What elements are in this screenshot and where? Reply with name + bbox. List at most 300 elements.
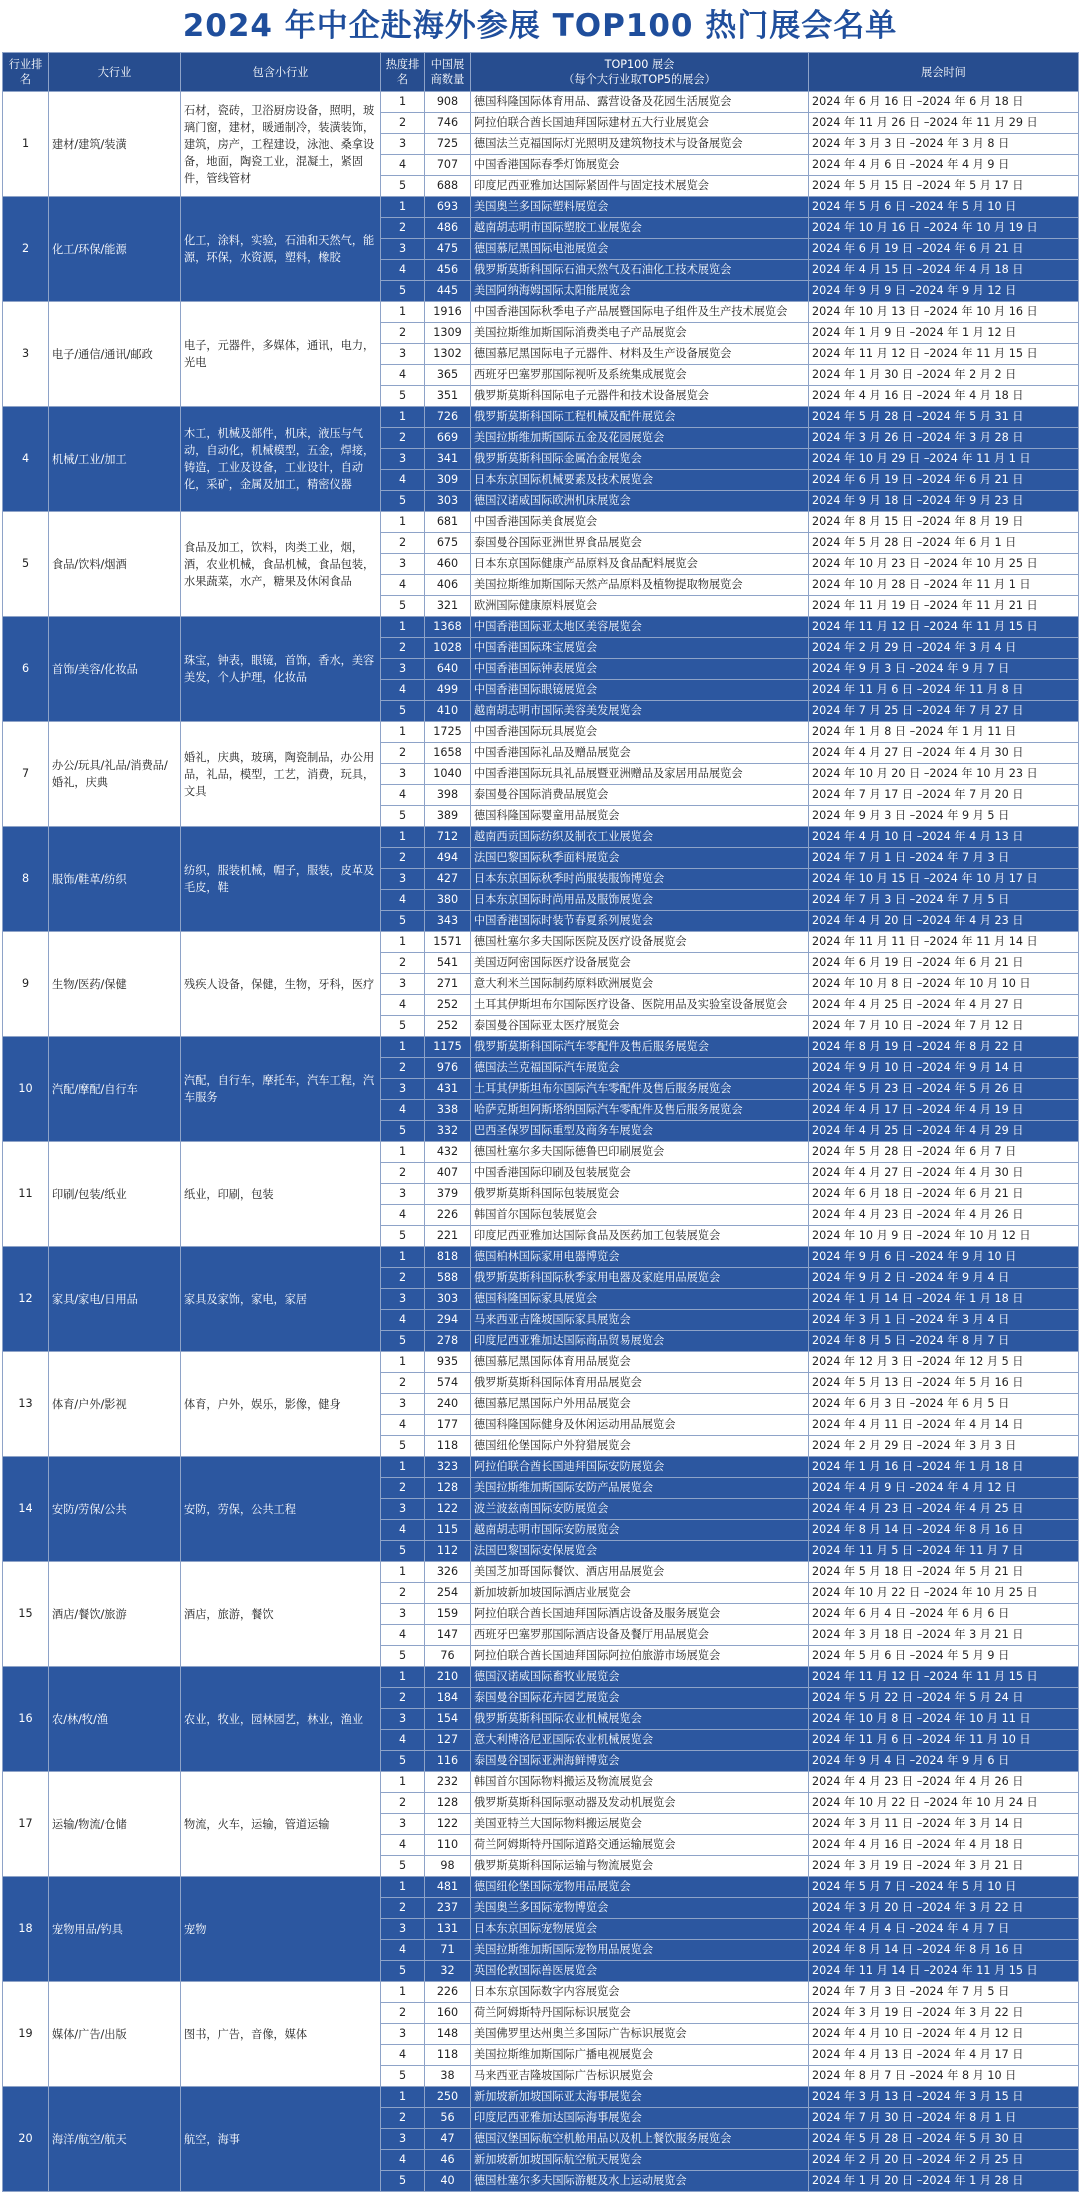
exhibitor-count-cell: 76 (425, 1646, 471, 1667)
heat-rank-cell: 5 (381, 491, 425, 512)
exhibition-date-cell: 2024 年 5 月 7 日 –2024 年 5 月 10 日 (809, 1877, 1079, 1898)
heat-rank-cell: 4 (381, 2150, 425, 2171)
heat-rank-cell: 1 (381, 2087, 425, 2108)
heat-rank-cell: 3 (381, 764, 425, 785)
exhibition-name-cell: 美国拉斯维加斯国际广播电视展览会 (471, 2045, 809, 2066)
table-row (3, 827, 1079, 848)
exhibitor-count-cell: 122 (425, 1814, 471, 1835)
exhibition-date-cell: 2024 年 8 月 7 日 –2024 年 8 月 10 日 (809, 2066, 1079, 2087)
table-row (3, 932, 1079, 953)
exhibition-date-cell: 2024 年 10 月 29 日 –2024 年 11 月 1 日 (809, 449, 1079, 470)
exhibition-date-cell: 2024 年 10 月 22 日 –2024 年 10 月 25 日 (809, 1583, 1079, 1604)
exhibitor-count-cell: 147 (425, 1625, 471, 1646)
exhibitor-count-cell: 351 (425, 386, 471, 407)
heat-rank-cell: 3 (381, 1499, 425, 1520)
sub-industries-cell: 电子，元器件，多媒体，通讯，电力，光电 (181, 302, 381, 407)
heat-rank-cell: 3 (381, 1289, 425, 1310)
industry-cell: 海洋/航空/航天 (49, 2087, 181, 2192)
page-title: 2024 年中企赴海外参展 TOP100 热门展会名单 (182, 8, 898, 44)
heat-rank-cell: 2 (381, 2003, 425, 2024)
heat-rank-cell: 5 (381, 1751, 425, 1772)
exhibitor-count-cell: 127 (425, 1730, 471, 1751)
heat-rank-cell: 4 (381, 1100, 425, 1121)
exhibition-name-cell: 日本东京国际宠物展览会 (471, 1919, 809, 1940)
exhibition-date-cell: 2024 年 4 月 17 日 –2024 年 4 月 19 日 (809, 1100, 1079, 1121)
exhibitor-count-cell: 128 (425, 1793, 471, 1814)
exhibition-name-cell: 中国香港国际眼镜展览会 (471, 680, 809, 701)
header-date: 展会时间 (809, 53, 1079, 92)
exhibition-date-cell: 2024 年 4 月 13 日 –2024 年 4 月 17 日 (809, 2045, 1079, 2066)
industry-rank-cell: 1 (3, 92, 49, 197)
exhibition-name-cell: 德国慕尼黑国际体育用品展览会 (471, 1352, 809, 1373)
exhibitor-count-cell: 398 (425, 785, 471, 806)
exhibitor-count-cell: 115 (425, 1520, 471, 1541)
sub-industries-cell: 婚礼，庆典，玻璃，陶瓷制品，办公用品，礼品，模型，工艺，消费，玩具，文具 (181, 722, 381, 827)
exhibition-date-cell: 2024 年 3 月 3 日 –2024 年 3 月 8 日 (809, 134, 1079, 155)
table-row (3, 1772, 1079, 1793)
exhibition-name-cell: 德国科隆国际体育用品、露营设备及花园生活展览会 (471, 92, 809, 113)
exhibitor-count-cell: 47 (425, 2129, 471, 2150)
exhibition-date-cell: 2024 年 5 月 28 日 –2024 年 6 月 1 日 (809, 533, 1079, 554)
header-sub-industries: 包含小行业 (181, 53, 381, 92)
exhibition-name-cell: 阿拉伯联合酋长国迪拜国际安防展览会 (471, 1457, 809, 1478)
exhibition-date-cell: 2024 年 5 月 28 日 –2024 年 5 月 30 日 (809, 2129, 1079, 2150)
industry-rank-cell: 8 (3, 827, 49, 932)
exhibitor-count-cell: 271 (425, 974, 471, 995)
exhibitor-count-cell: 379 (425, 1184, 471, 1205)
exhibition-name-cell: 美国佛罗里达州奥兰多国际广告标识展览会 (471, 2024, 809, 2045)
table-row (3, 197, 1079, 218)
heat-rank-cell: 4 (381, 1310, 425, 1331)
exhibitor-count-cell: 707 (425, 155, 471, 176)
sub-industries-cell: 残疾人设备，保健，生物，牙科，医疗 (181, 932, 381, 1037)
exhibitor-count-cell: 481 (425, 1877, 471, 1898)
heat-rank-cell: 4 (381, 890, 425, 911)
sub-industries-cell: 化工，涂料，实验，石油和天然气，能源，环保，水资源，塑料，橡胶 (181, 197, 381, 302)
exhibitor-count-cell: 410 (425, 701, 471, 722)
exhibitor-count-cell: 250 (425, 2087, 471, 2108)
exhibitor-count-cell: 154 (425, 1709, 471, 1730)
exhibitor-count-cell: 341 (425, 449, 471, 470)
exhibition-date-cell: 2024 年 7 月 17 日 –2024 年 7 月 20 日 (809, 785, 1079, 806)
header-exhibitor-count: 中国展商数量 (425, 53, 471, 92)
exhibition-name-cell: 马来西亚吉隆坡国际家具展览会 (471, 1310, 809, 1331)
exhibitor-count-cell: 1368 (425, 617, 471, 638)
exhibitor-count-cell: 38 (425, 2066, 471, 2087)
header-top100-line1: TOP100 展会 (604, 58, 675, 71)
exhibition-date-cell: 2024 年 4 月 23 日 –2024 年 4 月 26 日 (809, 1772, 1079, 1793)
exhibitor-count-cell: 406 (425, 575, 471, 596)
sub-industries-cell: 物流，火车，运输，管道运输 (181, 1772, 381, 1877)
exhibition-name-cell: 德国法兰克福国际汽车展览会 (471, 1058, 809, 1079)
exhibition-table (2, 52, 1079, 2192)
exhibition-name-cell: 俄罗斯莫斯科国际秋季家用电器及家庭用品展览会 (471, 1268, 809, 1289)
exhibitor-count-cell: 588 (425, 1268, 471, 1289)
exhibition-date-cell: 2024 年 1 月 8 日 –2024 年 1 月 11 日 (809, 722, 1079, 743)
exhibition-name-cell: 越南胡志明市国际安防展览会 (471, 1520, 809, 1541)
exhibition-date-cell: 2024 年 4 月 11 日 –2024 年 4 月 14 日 (809, 1415, 1079, 1436)
exhibitor-count-cell: 1571 (425, 932, 471, 953)
exhibitor-count-cell: 112 (425, 1541, 471, 1562)
exhibition-date-cell: 2024 年 7 月 3 日 –2024 年 7 月 5 日 (809, 1982, 1079, 2003)
exhibition-date-cell: 2024 年 2 月 29 日 –2024 年 3 月 3 日 (809, 1436, 1079, 1457)
exhibition-name-cell: 意大利博洛尼亚国际农业机械展览会 (471, 1730, 809, 1751)
exhibitor-count-cell: 159 (425, 1604, 471, 1625)
exhibition-name-cell: 美国奥兰多国际宠物博览会 (471, 1898, 809, 1919)
sub-industries-cell: 航空，海事 (181, 2087, 381, 2192)
exhibitor-count-cell: 40 (425, 2171, 471, 2192)
heat-rank-cell: 1 (381, 932, 425, 953)
exhibition-date-cell: 2024 年 4 月 20 日 –2024 年 4 月 23 日 (809, 911, 1079, 932)
exhibitor-count-cell: 221 (425, 1226, 471, 1247)
exhibitor-count-cell: 693 (425, 197, 471, 218)
industry-cell: 服饰/鞋革/纺织 (49, 827, 181, 932)
table-row (3, 722, 1079, 743)
industry-rank-cell: 10 (3, 1037, 49, 1142)
exhibitor-count-cell: 184 (425, 1688, 471, 1709)
exhibition-name-cell: 德国科隆国际婴童用品展览会 (471, 806, 809, 827)
exhibitor-count-cell: 365 (425, 365, 471, 386)
heat-rank-cell: 5 (381, 596, 425, 617)
exhibition-name-cell: 中国香港国际钟表展览会 (471, 659, 809, 680)
exhibition-date-cell: 2024 年 2 月 20 日 –2024 年 2 月 25 日 (809, 2150, 1079, 2171)
sub-industries-cell: 石材，瓷砖，卫浴厨房设备，照明，玻璃门窗，建材，暖通制冷，装潢装饰，建筑，房产，工程建设，泳池、桑拿设备，地面，陶瓷工业，混凝土，紧固件，管线管材 (181, 92, 381, 197)
exhibition-date-cell: 2024 年 1 月 30 日 –2024 年 2 月 2 日 (809, 365, 1079, 386)
exhibition-name-cell: 西班牙巴塞罗那国际酒店设备及餐厅用品展览会 (471, 1625, 809, 1646)
exhibition-date-cell: 2024 年 9 月 2 日 –2024 年 9 月 4 日 (809, 1268, 1079, 1289)
heat-rank-cell: 3 (381, 1919, 425, 1940)
exhibition-name-cell: 印度尼西亚雅加达国际商品贸易展览会 (471, 1331, 809, 1352)
exhibitor-count-cell: 326 (425, 1562, 471, 1583)
exhibitor-count-cell: 226 (425, 1982, 471, 2003)
exhibitor-count-cell: 712 (425, 827, 471, 848)
exhibition-date-cell: 2024 年 11 月 26 日 –2024 年 11 月 29 日 (809, 113, 1079, 134)
exhibition-date-cell: 2024 年 3 月 13 日 –2024 年 3 月 15 日 (809, 2087, 1079, 2108)
exhibition-date-cell: 2024 年 3 月 11 日 –2024 年 3 月 14 日 (809, 1814, 1079, 1835)
heat-rank-cell: 1 (381, 827, 425, 848)
exhibitor-count-cell: 675 (425, 533, 471, 554)
heat-rank-cell: 2 (381, 1583, 425, 1604)
exhibition-name-cell: 中国香港国际美食展览会 (471, 512, 809, 533)
industry-cell: 生物/医药/保健 (49, 932, 181, 1037)
heat-rank-cell: 5 (381, 1436, 425, 1457)
exhibitor-count-cell: 303 (425, 1289, 471, 1310)
exhibitor-count-cell: 746 (425, 113, 471, 134)
exhibition-date-cell: 2024 年 11 月 14 日 –2024 年 11 月 15 日 (809, 1961, 1079, 1982)
heat-rank-cell: 5 (381, 1016, 425, 1037)
industry-rank-cell: 19 (3, 1982, 49, 2087)
heat-rank-cell: 3 (381, 344, 425, 365)
exhibition-date-cell: 2024 年 5 月 23 日 –2024 年 5 月 26 日 (809, 1079, 1079, 1100)
sub-industries-cell: 纸业，印刷，包装 (181, 1142, 381, 1247)
exhibition-name-cell: 俄罗斯莫斯科国际农业机械展览会 (471, 1709, 809, 1730)
heat-rank-cell: 3 (381, 869, 425, 890)
exhibitor-count-cell: 486 (425, 218, 471, 239)
heat-rank-cell: 1 (381, 1352, 425, 1373)
exhibition-name-cell: 土耳其伊斯坦布尔国际汽车零配件及售后服务展览会 (471, 1079, 809, 1100)
exhibition-name-cell: 越南西贡国际纺织及制衣工业展览会 (471, 827, 809, 848)
exhibition-date-cell: 2024 年 5 月 15 日 –2024 年 5 月 17 日 (809, 176, 1079, 197)
exhibition-name-cell: 日本东京国际秋季时尚服装服饰博览会 (471, 869, 809, 890)
heat-rank-cell: 5 (381, 806, 425, 827)
heat-rank-cell: 2 (381, 953, 425, 974)
exhibition-date-cell: 2024 年 5 月 28 日 –2024 年 5 月 31 日 (809, 407, 1079, 428)
exhibition-name-cell: 日本东京国际机械要素及技术展览会 (471, 470, 809, 491)
exhibition-date-cell: 2024 年 9 月 4 日 –2024 年 9 月 6 日 (809, 1751, 1079, 1772)
sub-industries-cell: 汽配，自行车，摩托车，汽车工程，汽车服务 (181, 1037, 381, 1142)
table-row (3, 1667, 1079, 1688)
exhibition-name-cell: 越南胡志明市国际美容美发展览会 (471, 701, 809, 722)
exhibition-date-cell: 2024 年 10 月 22 日 –2024 年 10 月 24 日 (809, 1793, 1079, 1814)
exhibition-date-cell: 2024 年 6 月 19 日 –2024 年 6 月 21 日 (809, 953, 1079, 974)
heat-rank-cell: 1 (381, 1772, 425, 1793)
heat-rank-cell: 1 (381, 1247, 425, 1268)
exhibitor-count-cell: 294 (425, 1310, 471, 1331)
industry-cell: 建材/建筑/装潢 (49, 92, 181, 197)
table-row (3, 92, 1079, 113)
heat-rank-cell: 1 (381, 1457, 425, 1478)
exhibition-name-cell: 泰国曼谷国际消费品展览会 (471, 785, 809, 806)
heat-rank-cell: 5 (381, 1856, 425, 1877)
exhibition-name-cell: 新加坡新加坡国际酒店业展览会 (471, 1583, 809, 1604)
table-body (3, 92, 1079, 2192)
exhibition-name-cell: 中国香港国际玩具礼品展暨亚洲赠品及家居用品展览会 (471, 764, 809, 785)
sub-industries-cell: 宠物 (181, 1877, 381, 1982)
heat-rank-cell: 3 (381, 1709, 425, 1730)
exhibition-name-cell: 土耳其伊斯坦布尔国际医疗设备、医院用品及实验室设备展览会 (471, 995, 809, 1016)
exhibition-date-cell: 2024 年 5 月 13 日 –2024 年 5 月 16 日 (809, 1373, 1079, 1394)
sub-industries-cell: 安防，劳保，公共工程 (181, 1457, 381, 1562)
industry-rank-cell: 4 (3, 407, 49, 512)
exhibitor-count-cell: 254 (425, 1583, 471, 1604)
table-row (3, 1982, 1079, 2003)
exhibitor-count-cell: 32 (425, 1961, 471, 1982)
heat-rank-cell: 2 (381, 2108, 425, 2129)
exhibition-date-cell: 2024 年 7 月 1 日 –2024 年 7 月 3 日 (809, 848, 1079, 869)
exhibitor-count-cell: 278 (425, 1331, 471, 1352)
exhibition-name-cell: 日本东京国际健康产品原料及食品配料展览会 (471, 554, 809, 575)
exhibition-name-cell: 美国拉斯维加斯国际宠物用品展览会 (471, 1940, 809, 1961)
industry-rank-cell: 2 (3, 197, 49, 302)
exhibition-name-cell: 俄罗斯莫斯科国际体育用品展览会 (471, 1373, 809, 1394)
exhibition-name-cell: 德国纽伦堡国际户外狩猎展览会 (471, 1436, 809, 1457)
exhibition-date-cell: 2024 年 5 月 6 日 –2024 年 5 月 9 日 (809, 1646, 1079, 1667)
heat-rank-cell: 5 (381, 386, 425, 407)
heat-rank-cell: 1 (381, 1037, 425, 1058)
exhibition-date-cell: 2024 年 3 月 18 日 –2024 年 3 月 21 日 (809, 1625, 1079, 1646)
industry-cell: 安防/劳保/公共 (49, 1457, 181, 1562)
heat-rank-cell: 3 (381, 239, 425, 260)
exhibitor-count-cell: 1725 (425, 722, 471, 743)
exhibition-date-cell: 2024 年 11 月 12 日 –2024 年 11 月 15 日 (809, 617, 1079, 638)
industry-cell: 宠物用品/钓具 (49, 1877, 181, 1982)
exhibition-date-cell: 2024 年 4 月 10 日 –2024 年 4 月 12 日 (809, 2024, 1079, 2045)
exhibition-name-cell: 马来西亚吉隆坡国际广告标识展览会 (471, 2066, 809, 2087)
industry-rank-cell: 20 (3, 2087, 49, 2192)
heat-rank-cell: 2 (381, 1688, 425, 1709)
industry-cell: 汽配/摩配/自行车 (49, 1037, 181, 1142)
heat-rank-cell: 1 (381, 1142, 425, 1163)
exhibition-name-cell: 新加坡新加坡国际亚太海事展览会 (471, 2087, 809, 2108)
heat-rank-cell: 4 (381, 680, 425, 701)
heat-rank-cell: 5 (381, 1331, 425, 1352)
exhibition-date-cell: 2024 年 4 月 27 日 –2024 年 4 月 30 日 (809, 743, 1079, 764)
exhibitor-count-cell: 118 (425, 2045, 471, 2066)
exhibition-name-cell: 俄罗斯莫斯科国际运输与物流展览会 (471, 1856, 809, 1877)
exhibition-date-cell: 2024 年 10 月 20 日 –2024 年 10 月 23 日 (809, 764, 1079, 785)
exhibitor-count-cell: 460 (425, 554, 471, 575)
exhibitor-count-cell: 240 (425, 1394, 471, 1415)
heat-rank-cell: 2 (381, 1478, 425, 1499)
exhibitor-count-cell: 725 (425, 134, 471, 155)
exhibition-name-cell: 中国香港国际时装节春夏系列展览会 (471, 911, 809, 932)
exhibition-name-cell: 美国迈阿密国际医疗设备展览会 (471, 953, 809, 974)
exhibition-date-cell: 2024 年 6 月 18 日 –2024 年 6 月 21 日 (809, 1184, 1079, 1205)
exhibition-name-cell: 阿拉伯联合酋长国迪拜国际建材五大行业展览会 (471, 113, 809, 134)
heat-rank-cell: 5 (381, 1541, 425, 1562)
industry-cell: 家具/家电/日用品 (49, 1247, 181, 1352)
heat-rank-cell: 3 (381, 1814, 425, 1835)
exhibition-name-cell: 俄罗斯莫斯科国际驱动器及发动机展览会 (471, 1793, 809, 1814)
exhibition-name-cell: 日本东京国际时尚用品及服饰展览会 (471, 890, 809, 911)
sub-industries-cell: 纺织，服装机械，帽子，服装，皮革及毛皮，鞋 (181, 827, 381, 932)
table-row (3, 1037, 1079, 1058)
exhibition-date-cell: 2024 年 3 月 19 日 –2024 年 3 月 22 日 (809, 2003, 1079, 2024)
heat-rank-cell: 3 (381, 449, 425, 470)
industry-cell: 农/林/牧/渔 (49, 1667, 181, 1772)
exhibitor-count-cell: 494 (425, 848, 471, 869)
exhibition-name-cell: 俄罗斯莫斯科国际石油天然气及石油化工技术展览会 (471, 260, 809, 281)
industry-rank-cell: 7 (3, 722, 49, 827)
table-row (3, 512, 1079, 533)
heat-rank-cell: 3 (381, 974, 425, 995)
heat-rank-cell: 5 (381, 1121, 425, 1142)
exhibitor-count-cell: 380 (425, 890, 471, 911)
table-row (3, 1352, 1079, 1373)
heat-rank-cell: 5 (381, 1226, 425, 1247)
heat-rank-cell: 4 (381, 260, 425, 281)
exhibition-name-cell: 泰国曼谷国际亚洲世界食品展览会 (471, 533, 809, 554)
exhibition-date-cell: 2024 年 4 月 16 日 –2024 年 4 月 18 日 (809, 386, 1079, 407)
exhibition-date-cell: 2024 年 1 月 20 日 –2024 年 1 月 28 日 (809, 2171, 1079, 2192)
exhibition-date-cell: 2024 年 11 月 19 日 –2024 年 11 月 21 日 (809, 596, 1079, 617)
exhibitor-count-cell: 1040 (425, 764, 471, 785)
industry-cell: 印刷/包装/纸业 (49, 1142, 181, 1247)
exhibition-name-cell: 泰国曼谷国际亚太医疗展览会 (471, 1016, 809, 1037)
exhibitor-count-cell: 475 (425, 239, 471, 260)
exhibition-name-cell: 印度尼西亚雅加达国际海事展览会 (471, 2108, 809, 2129)
industry-cell: 运输/物流/仓储 (49, 1772, 181, 1877)
exhibition-date-cell: 2024 年 3 月 1 日 –2024 年 3 月 4 日 (809, 1310, 1079, 1331)
industry-cell: 化工/环保/能源 (49, 197, 181, 302)
exhibition-name-cell: 中国香港国际印刷及包装展览会 (471, 1163, 809, 1184)
industry-cell: 首饰/美容/化妆品 (49, 617, 181, 722)
exhibition-name-cell: 中国香港国际亚太地区美容展览会 (471, 617, 809, 638)
exhibitor-count-cell: 574 (425, 1373, 471, 1394)
heat-rank-cell: 2 (381, 1373, 425, 1394)
exhibitor-count-cell: 726 (425, 407, 471, 428)
industry-rank-cell: 17 (3, 1772, 49, 1877)
exhibition-name-cell: 德国汉堡国际航空机舱用品以及机上餐饮服务展览会 (471, 2129, 809, 2150)
header-top100 (471, 53, 809, 92)
exhibitor-count-cell: 456 (425, 260, 471, 281)
exhibition-date-cell: 2024 年 6 月 3 日 –2024 年 6 月 5 日 (809, 1394, 1079, 1415)
exhibitor-count-cell: 252 (425, 995, 471, 1016)
exhibition-name-cell: 德国汉诺威国际畜牧业展览会 (471, 1667, 809, 1688)
exhibition-name-cell: 德国慕尼黑国际电池展览会 (471, 239, 809, 260)
industry-cell: 办公/玩具/礼品/消费品/婚礼，庆典 (49, 722, 181, 827)
exhibition-date-cell: 2024 年 9 月 10 日 –2024 年 9 月 14 日 (809, 1058, 1079, 1079)
exhibition-name-cell: 俄罗斯莫斯科国际金属冶金展览会 (471, 449, 809, 470)
heat-rank-cell: 5 (381, 176, 425, 197)
exhibition-name-cell: 德国慕尼黑国际电子元器件、材料及生产设备展览会 (471, 344, 809, 365)
heat-rank-cell: 4 (381, 470, 425, 491)
exhibition-name-cell: 美国亚特兰大国际物料搬运展览会 (471, 1814, 809, 1835)
exhibition-name-cell: 美国奥兰多国际塑料展览会 (471, 197, 809, 218)
exhibitor-count-cell: 1028 (425, 638, 471, 659)
exhibition-name-cell: 德国柏林国际家用电器博览会 (471, 1247, 809, 1268)
exhibitor-count-cell: 431 (425, 1079, 471, 1100)
heat-rank-cell: 2 (381, 323, 425, 344)
heat-rank-cell: 3 (381, 1079, 425, 1100)
exhibition-date-cell: 2024 年 4 月 25 日 –2024 年 4 月 29 日 (809, 1121, 1079, 1142)
exhibition-name-cell: 美国拉斯维加斯国际天然产品原料及植物提取物展览会 (471, 575, 809, 596)
exhibitor-count-cell: 499 (425, 680, 471, 701)
header-heat-rank: 热度排名 (381, 53, 425, 92)
heat-rank-cell: 3 (381, 134, 425, 155)
exhibitor-count-cell: 640 (425, 659, 471, 680)
industry-cell: 酒店/餐饮/旅游 (49, 1562, 181, 1667)
exhibition-name-cell: 法国巴黎国际安保展览会 (471, 1541, 809, 1562)
exhibition-name-cell: 荷兰阿姆斯特丹国际道路交通运输展览会 (471, 1835, 809, 1856)
exhibition-date-cell: 2024 年 10 月 28 日 –2024 年 11 月 1 日 (809, 575, 1079, 596)
industry-rank-cell: 12 (3, 1247, 49, 1352)
industry-rank-cell: 6 (3, 617, 49, 722)
heat-rank-cell: 2 (381, 428, 425, 449)
exhibition-date-cell: 2024 年 10 月 8 日 –2024 年 10 月 10 日 (809, 974, 1079, 995)
exhibition-date-cell: 2024 年 4 月 4 日 –2024 年 4 月 7 日 (809, 1919, 1079, 1940)
exhibition-name-cell: 德国杜塞尔多夫国际德鲁巴印刷展览会 (471, 1142, 809, 1163)
exhibition-name-cell: 美国拉斯维加斯国际安防产品展览会 (471, 1478, 809, 1499)
table-row (3, 1877, 1079, 1898)
heat-rank-cell: 3 (381, 1394, 425, 1415)
heat-rank-cell: 3 (381, 554, 425, 575)
exhibitor-count-cell: 309 (425, 470, 471, 491)
heat-rank-cell: 2 (381, 113, 425, 134)
sub-industries-cell: 农业，牧业，园林园艺，林业，渔业 (181, 1667, 381, 1772)
industry-cell: 食品/饮料/烟酒 (49, 512, 181, 617)
exhibition-name-cell: 阿拉伯联合酋长国迪拜国际阿拉伯旅游市场展览会 (471, 1646, 809, 1667)
exhibition-date-cell: 2024 年 1 月 9 日 –2024 年 1 月 12 日 (809, 323, 1079, 344)
exhibitor-count-cell: 98 (425, 1856, 471, 1877)
exhibitor-count-cell: 1175 (425, 1037, 471, 1058)
table-row (3, 617, 1079, 638)
exhibitor-count-cell: 116 (425, 1751, 471, 1772)
heat-rank-cell: 3 (381, 659, 425, 680)
heat-rank-cell: 2 (381, 638, 425, 659)
exhibition-date-cell: 2024 年 4 月 23 日 –2024 年 4 月 26 日 (809, 1205, 1079, 1226)
exhibition-name-cell: 俄罗斯莫斯科国际汽车零配件及售后服务展览会 (471, 1037, 809, 1058)
heat-rank-cell: 1 (381, 197, 425, 218)
exhibition-date-cell: 2024 年 1 月 14 日 –2024 年 1 月 18 日 (809, 1289, 1079, 1310)
exhibition-date-cell: 2024 年 6 月 16 日 –2024 年 6 月 18 日 (809, 92, 1079, 113)
sub-industries-cell: 图书，广告，音像，媒体 (181, 1982, 381, 2087)
exhibitor-count-cell: 71 (425, 1940, 471, 1961)
heat-rank-cell: 4 (381, 575, 425, 596)
table-row (3, 2087, 1079, 2108)
heat-rank-cell: 5 (381, 2066, 425, 2087)
exhibitor-count-cell: 407 (425, 1163, 471, 1184)
